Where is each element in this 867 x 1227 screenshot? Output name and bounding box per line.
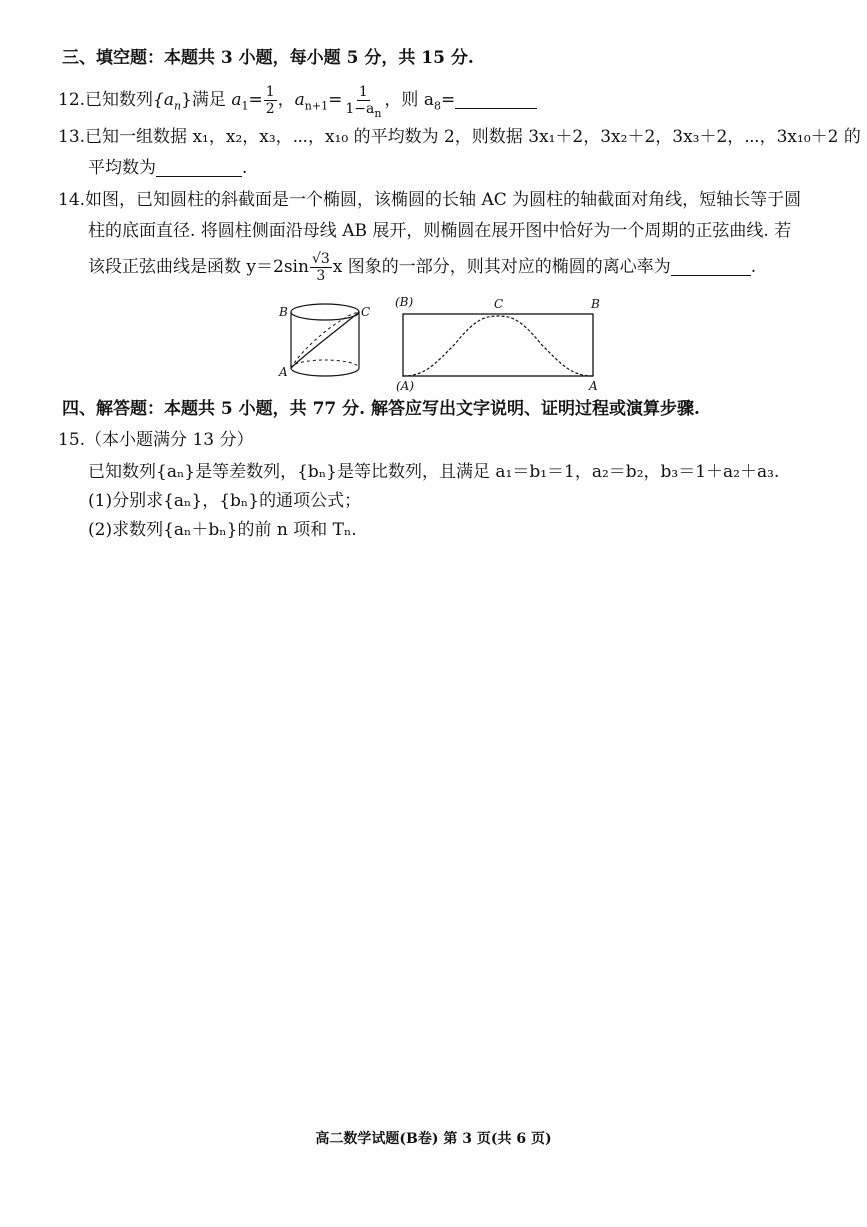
rect-label-a: A [589,379,598,393]
section-4-header [62,398,700,420]
page-footer: 高二数学试题(B卷) 第 3 页(共 6 页) [315,1131,552,1147]
rect-label-c: C [494,297,504,311]
section-3-desc: 本题共 3 小题，每小题 5 分，共 15 分. [164,48,474,68]
rect-label-a-paren: (A) [396,379,415,393]
cylinder-drawing [291,304,359,376]
q15-number: 15. [58,430,86,450]
answer-blank-14[interactable] [671,259,751,276]
section-4-desc: 本题共 5 小题，共 77 分. 解答应写出文字说明、证明过程或演算步骤. [164,399,700,419]
question-14-line-1: 14.如图，已知圆柱的斜截面是一个椭圆，该椭圆的长轴 AC 为圆柱的轴截面对角线，短轴长等于圆 [58,190,802,210]
question-12: 12.已知数列$\{a_n\}$满足 $a_1=$ $\frac{1}{2}$ ，$a_{n+1}=$ $\frac{1}{1-a_n}$ ，则 $a_8=$ [58,84,537,117]
question-14-line-2: 柱的底面直径. 将圆柱侧面沿母线 AB 展开，则椭圆在展开图中恰好为一个周期的正弦曲线. 若 [88,221,792,241]
fraction-sqrt3-over-3: $\frac{√3}{3}$ [311,251,330,284]
section-4-title: 四、解答题： [62,399,164,419]
question-15-part-1: (1)分别求{aₙ}，{bₙ}的通项公式； [88,491,362,511]
cylinder-figure [275,294,605,394]
cylinder-label-c: C [361,305,371,319]
fraction-recurrence: $\frac{1}{1-a_n}$ [345,84,382,120]
q15-score: （本小题满分 13 分） [85,430,254,450]
cylinder-label-b: B [279,305,288,319]
sine-curve [403,316,593,376]
answer-blank-13[interactable] [156,160,242,177]
cylinder-label-a: A [279,365,288,379]
question-15-header [58,429,254,451]
section-3-title: 三、填空题： [62,48,164,68]
question-15-part-2: (2)求数列{aₙ＋bₙ}的前 n 项和 Tₙ. [88,520,357,540]
q12-number: 12. [58,90,86,110]
question-14-line-3: 该段正弦曲线是函数 y＝2sin $\frac{√3}{3}$ x 图象的一部分，则其对应的椭圆的离心率为 . [88,251,757,284]
question-13-line-2: 平均数为 . [88,158,248,178]
fraction-one-half: $\frac{1}{2}$ [265,84,275,117]
question-15-stem: 已知数列{aₙ}是等差数列，{bₙ}是等比数列，且满足 a₁＝b₁＝1，a₂＝b₂，b₃＝1＋a₂＋a₃. [88,462,780,482]
q13-number: 13. [58,127,86,147]
rect-label-b-paren: (B) [395,295,414,309]
rect-label-b: B [591,297,600,311]
answer-blank-12[interactable] [455,92,537,109]
section-3-header [62,47,474,69]
q14-number: 14. [58,190,86,210]
question-13-line-1: 13.已知一组数据 x₁，x₂，x₃，⋯，x₁₀ 的平均数为 2，则数据 3x₁＋2，3x₂＋2，3x₃＋2，⋯，3x₁₀＋2 的 [58,127,861,147]
